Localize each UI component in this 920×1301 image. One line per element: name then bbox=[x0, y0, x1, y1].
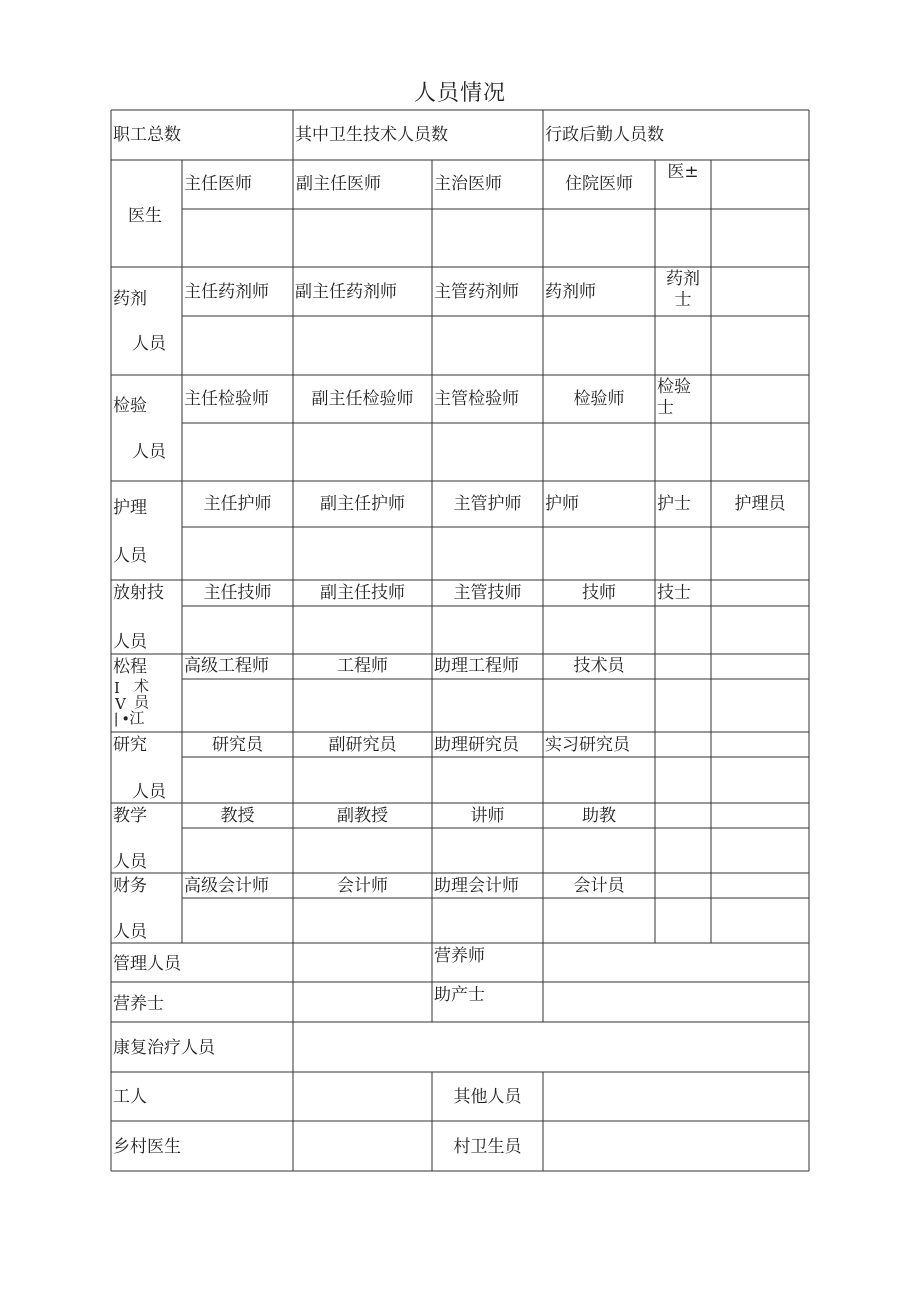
midwife-label: 助产士 bbox=[434, 985, 485, 1005]
rank-chief-physician: 主任医师 bbox=[184, 174, 252, 194]
rank-associate-researcher: 副研究员 bbox=[328, 735, 397, 755]
nursing-label-2: 人员 bbox=[113, 546, 147, 566]
rank-technical-staff: 技术员 bbox=[573, 656, 625, 676]
rank-technician: 技师 bbox=[582, 583, 616, 603]
engineering-label-4: ∙江 bbox=[122, 709, 145, 727]
page-title: 人员情况 bbox=[413, 81, 506, 106]
rank-deputy-chief-technician: 副主任技师 bbox=[320, 583, 405, 603]
worker-label: 工人 bbox=[113, 1087, 147, 1107]
teaching-label-1: 教学 bbox=[113, 806, 147, 826]
engineering-glyph-2: V bbox=[115, 695, 126, 713]
nutrition-tech-label: 营养士 bbox=[113, 994, 164, 1014]
engineering-glyph-3: ∣ bbox=[114, 711, 119, 729]
lab-label-2: 人员 bbox=[132, 442, 166, 462]
nutritionist-label: 营养师 bbox=[434, 946, 485, 966]
engineering-label-2: 术 bbox=[134, 677, 150, 695]
radiology-label-2: 人员 bbox=[113, 632, 147, 652]
rank-supervising-lab-technologist: 主管检验师 bbox=[434, 389, 519, 409]
rank-pharmacist: 药剂师 bbox=[545, 282, 596, 302]
engineering-label-1: 松程 bbox=[113, 657, 147, 677]
rank-doctor-assistant: 医± bbox=[667, 162, 699, 182]
nursing-label-1: 护理 bbox=[113, 498, 147, 518]
finance-label-1: 财务 bbox=[113, 876, 147, 896]
rank-senior-accountant: 高级会计师 bbox=[184, 876, 269, 896]
rank-deputy-chief-lab-technologist: 副主任检验师 bbox=[311, 389, 414, 409]
rank-chief-lab-technologist: 主任检验师 bbox=[184, 389, 269, 409]
rank-nursing-aide: 护理员 bbox=[734, 494, 786, 514]
rank-attending-physician: 主治医师 bbox=[434, 174, 502, 194]
rank-teaching-assistant: 助教 bbox=[582, 806, 616, 826]
pharmacy-label-2: 人员 bbox=[132, 334, 166, 354]
rank-professor: 教授 bbox=[220, 806, 255, 826]
rank-resident-physician: 住院医师 bbox=[565, 174, 633, 194]
rank-accountant: 会计师 bbox=[337, 876, 388, 896]
lab-label-1: 检验 bbox=[113, 396, 147, 416]
rank-assistant-researcher: 助理研究员 bbox=[434, 735, 519, 755]
pharmacy-label-1: 药剂 bbox=[113, 289, 147, 309]
teaching-label-2: 人员 bbox=[113, 852, 147, 872]
rank-lab-assistant: 检验士 bbox=[657, 377, 691, 419]
engineering-glyph-1: I bbox=[114, 679, 120, 697]
rank-supervising-pharmacist: 主管药剂师 bbox=[434, 282, 519, 302]
header-admin-logistics: 行政后勤人员数 bbox=[545, 125, 664, 145]
rank-deputy-chief-nurse: 副主任护师 bbox=[320, 494, 405, 514]
rehab-label: 康复治疗人员 bbox=[113, 1038, 215, 1058]
rank-intern-researcher: 实习研究员 bbox=[545, 735, 630, 755]
rank-supervising-nurse: 主管护师 bbox=[453, 494, 522, 514]
rank-assistant-engineer: 助理工程师 bbox=[434, 656, 519, 676]
rank-technician-assistant: 技士 bbox=[657, 583, 691, 603]
engineering-label-3: 员 bbox=[134, 693, 150, 711]
other-staff-label: 其他人员 bbox=[453, 1087, 522, 1107]
village-health-worker-label: 村卫生员 bbox=[453, 1137, 522, 1157]
management-label: 管理人员 bbox=[113, 954, 181, 974]
finance-label-2: 人员 bbox=[113, 922, 147, 942]
rank-engineer: 工程师 bbox=[337, 656, 388, 676]
rank-chief-technician: 主任技师 bbox=[203, 583, 272, 603]
village-doctor-label: 乡村医生 bbox=[113, 1137, 181, 1157]
rank-lab-technologist: 检验师 bbox=[573, 389, 625, 409]
rank-pharmacy-assistant: 药剂士 bbox=[666, 269, 700, 311]
rank-chief-nurse: 主任护师 bbox=[203, 494, 272, 514]
rank-assistant-accountant: 助理会计师 bbox=[434, 876, 519, 896]
rank-associate-professor: 副教授 bbox=[337, 806, 388, 826]
rank-nurse: 护士 bbox=[657, 494, 691, 514]
rank-deputy-chief-physician: 副主任医师 bbox=[296, 174, 381, 194]
rank-researcher: 研究员 bbox=[212, 735, 263, 755]
research-label-1: 研究 bbox=[113, 735, 147, 755]
rank-supervising-technician: 主管技师 bbox=[453, 583, 522, 603]
rank-chief-pharmacist: 主任药剂师 bbox=[184, 282, 269, 302]
rank-accounting-clerk: 会计员 bbox=[573, 876, 625, 896]
rank-nurse-practitioner: 护师 bbox=[545, 494, 579, 514]
header-total-staff: 职工总数 bbox=[113, 125, 181, 145]
radiology-label-1: 放射技 bbox=[113, 583, 164, 603]
rank-lecturer: 讲师 bbox=[470, 806, 505, 826]
research-label-2: 人员 bbox=[132, 782, 166, 802]
rank-deputy-chief-pharmacist: 副主任药剂师 bbox=[295, 282, 397, 302]
header-health-tech: 其中卫生技术人员数 bbox=[295, 125, 448, 145]
doctor-label: 医生 bbox=[128, 206, 162, 226]
rank-senior-engineer: 高级工程师 bbox=[184, 656, 269, 676]
